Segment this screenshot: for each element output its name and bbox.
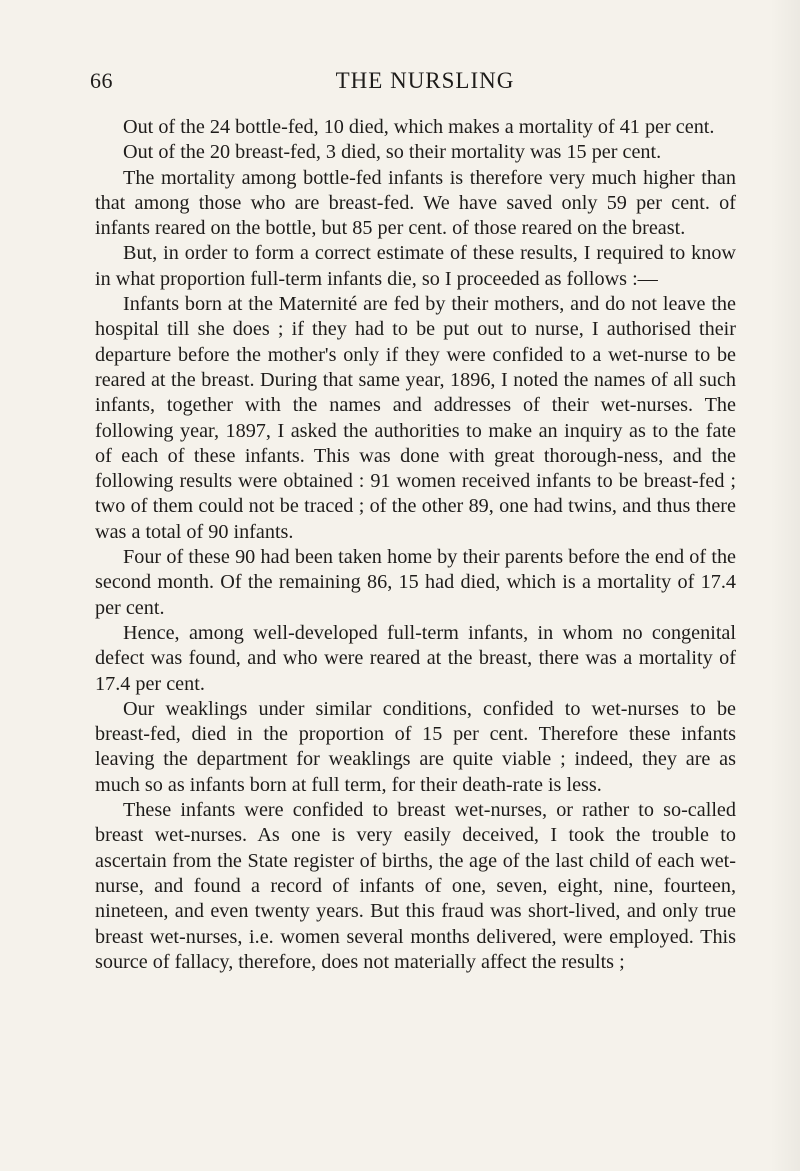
paragraph: Hence, among well-developed full-term infants, in whom no congenital defect was found, and who were reared at the breast, there was a mortality of 17.4 per cent. <box>95 621 736 695</box>
paragraph: The mortality among bottle-fed infants is therefore very much higher than that among those who are breast-fed. We have saved only 59 per cent. of infants reared on the bottle, but 85 per cent. of those reared on the breast. <box>95 166 736 240</box>
page-header <box>90 68 760 102</box>
paragraph: Out of the 20 breast-fed, 3 died, so their mortality was 15 per cent. <box>123 141 662 164</box>
body-text <box>95 115 736 975</box>
paragraph: Four of these 90 had been taken home by their parents before the end of the second month. Of the remaining 86, 15 had died, which is a mortality of 17.4 per cent. <box>95 546 736 619</box>
paragraph: But, in order to form a correct estimate of these results, I required to know in what proportion full-term infants die, so I proceeded as follows :— <box>95 242 736 290</box>
paragraph: Our weaklings under similar conditions, confided to wet-nurses to be breast-fed, died in the proportion of 15 per cent. Therefore these infants leaving the department for weaklings are quite viable ; indeed, they are as much so as infants born at full term, for their death-rate is less. <box>95 697 736 796</box>
paragraph: These infants were confided to breast wet-nurses, or rather to so-called breast wet-nurses. As one is very easily deceived, I took the trouble to ascertain from the State register of births, the age of the last child of each wet-nurse, and found a record of infants of one, seven, eight, nine, fourteen, nineteen, and even twenty years. But this fraud was short-lived, and only true breast wet-nurses, i.e. women several months delivered, were employed. This source of fallacy, therefore, does not materially affect the results ; <box>95 799 736 973</box>
paragraph: Out of the 24 bottle-fed, 10 died, which makes a mortality of 41 per cent. <box>123 116 715 138</box>
paragraph: Infants born at the Maternité are fed by their mothers, and do not leave the hospital till she does ; if they had to be put out to nurse, I authorised their departure before the mother's only if they were confided to a wet-nurse to be reared at the breast. During that same year, 1896, I noted the names of all such infants, together with the names and addresses of their wet-nurses. The following year, 1897, I asked the authorities to make an inquiry as to the fate of each of these infants. This was done with great thorough-ness, and the following results were obtained : 91 women received infants to be breast-fed ; two of them could not be traced ; of the other 89, one had twins, and thus there was a total of 90 infants. <box>95 293 736 543</box>
running-title: THE NURSLING <box>335 68 515 93</box>
page-number: 66 <box>90 68 113 93</box>
page-edge-shadow <box>770 0 800 1171</box>
